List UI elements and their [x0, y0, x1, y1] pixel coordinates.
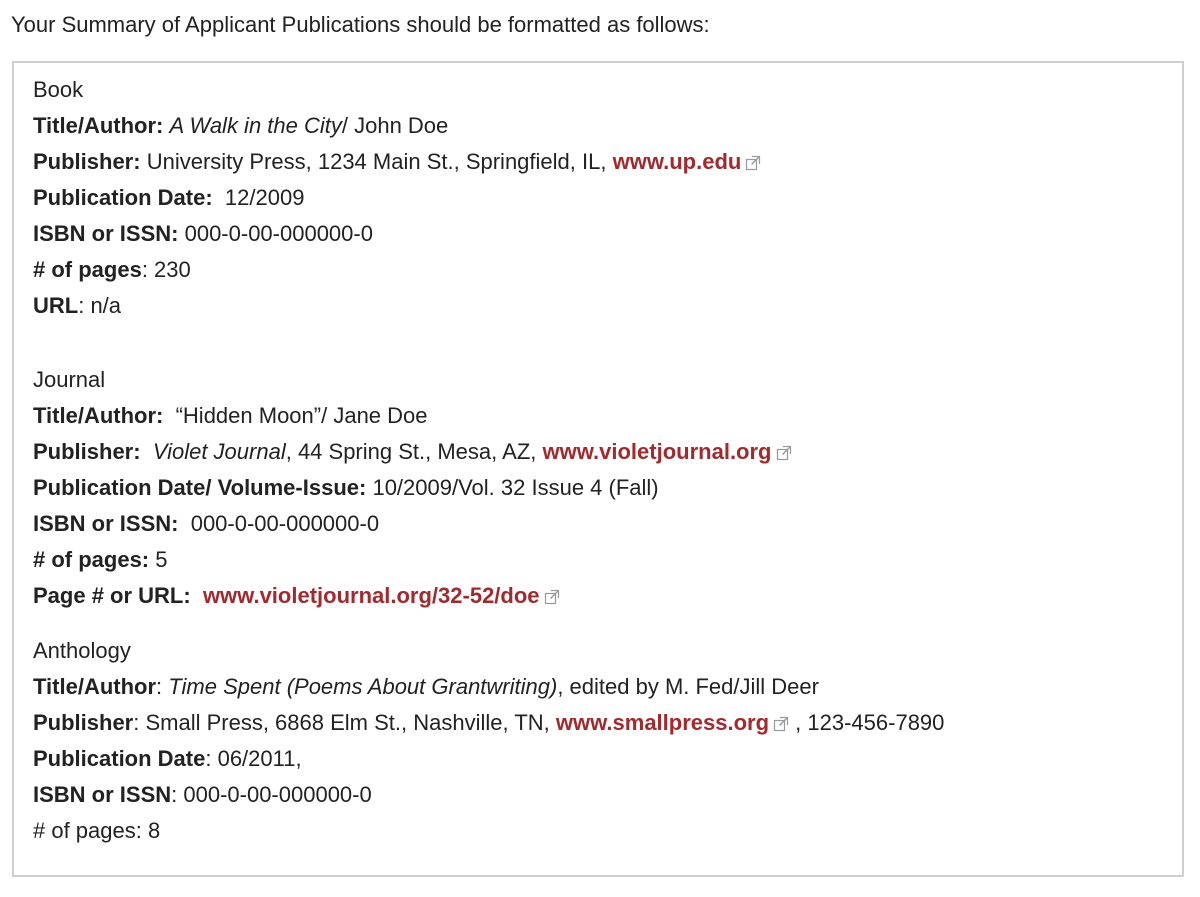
journal-heading: Journal	[33, 367, 106, 392]
book-heading: Book	[33, 77, 84, 102]
journal-title-line: Title/Author: “Hidden Moon”/ Jane Doe	[33, 403, 428, 428]
external-link-icon	[544, 589, 560, 605]
anthology-date-line: Publication Date: 06/2011,	[33, 746, 302, 771]
journal-publisher-line: Publisher: Violet Journal, 44 Spring St., Mesa, AZ, www.violetjournal.org	[33, 434, 792, 470]
anthology-isbn-line: ISBN or ISSN: 000-0-00-000000-0	[33, 782, 372, 807]
book-publisher-line: Publisher: University Press, 1234 Main St., Springfield, IL, www.up.edu	[33, 144, 761, 180]
anthology-heading: Anthology	[33, 638, 131, 663]
book-isbn-line: ISBN or ISSN: 000-0-00-000000-0	[33, 221, 373, 246]
anthology-title-line: Title/Author: Time Spent (Poems About Grantwriting), edited by M. Fed/Jill Deer	[33, 674, 819, 699]
intro-text: Your Summary of Applicant Publications should be formatted as follows:	[11, 12, 710, 37]
external-link-icon	[773, 716, 789, 732]
journal-pages-line: # of pages: 5	[33, 547, 168, 572]
book-url-line: URL: n/a	[33, 293, 122, 318]
journal-date-line: Publication Date/ Volume-Issue: 10/2009/Vol. 32 Issue 4 (Fall)	[33, 475, 659, 500]
book-title-line: Title/Author: A Walk in the City/ John Doe	[33, 113, 449, 138]
book-date-line: Publication Date: 12/2009	[33, 185, 305, 210]
anthology-publisher-line: Publisher: Small Press, 6868 Elm St., Nashville, TN, www.smallpress.org , 123-456-7890	[33, 710, 945, 735]
journal-page-url-link[interactable]: www.violetjournal.org/32-52/doe	[202, 583, 540, 608]
book-publisher-link[interactable]: www.up.edu	[612, 149, 742, 174]
external-link-icon	[745, 155, 761, 171]
journal-publisher-link[interactable]: www.violetjournal.org	[542, 439, 772, 464]
anthology-publisher-link[interactable]: www.smallpress.org	[555, 710, 770, 735]
book-pages-line: # of pages: 230	[33, 257, 191, 282]
anthology-pages-line: # of pages: 8	[33, 818, 161, 843]
external-link-icon	[776, 445, 792, 461]
journal-isbn-line: ISBN or ISSN: 000-0-00-000000-0	[33, 511, 380, 536]
journal-page-url-line: Page # or URL: www.violetjournal.org/32-52/doe	[33, 578, 560, 614]
